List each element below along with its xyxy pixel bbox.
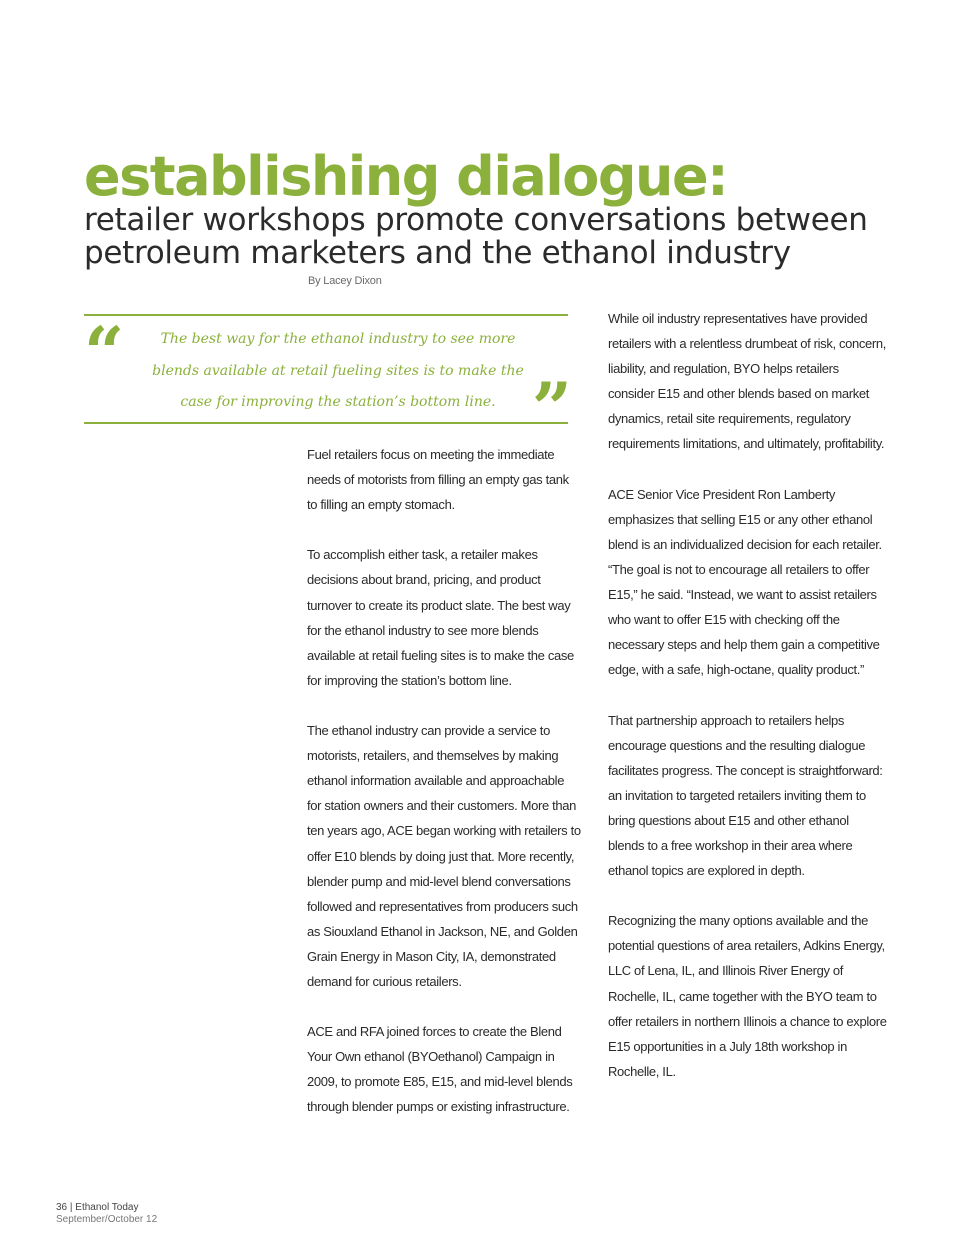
body-paragraph: The ethanol industry can provide a service to motorists, retailers, and themselves by making ethanol information available and approachable for station owners and their customers. More than ten years ago, ACE began working with retailers to offer E10 blends by doing just that. More recently, blender pump and mid-level blend conversations followed and representatives from producers such as Siouxland Ethanol in Jackson, NE, and Golden Grain Energy in Mason City, IA, demonstrated demand for curious retailers. bbox=[307, 723, 581, 989]
pull-quote bbox=[84, 311, 572, 450]
article-subtitle bbox=[84, 204, 924, 270]
subtitle-line: retailer workshops promote conversations between bbox=[84, 202, 868, 238]
footer-separator: | bbox=[69, 1202, 73, 1213]
body-paragraph: While oil industry representatives have provided retailers with a relentless drumbeat of risk, concern, liability, and regulation, BYO helps retailers consider E15 and other blends based on market dynamics, retail site requirements, regulatory requirements limitations, and ultimately, profitability. bbox=[608, 311, 887, 452]
close-quote-icon: ” bbox=[531, 367, 572, 450]
page-number: 36 bbox=[56, 1202, 68, 1213]
article-title: establishing dialogue: bbox=[84, 145, 728, 208]
right-column bbox=[608, 306, 888, 1109]
body-paragraph: To accomplish either task, a retailer makes decisions about brand, pricing, and product turnover to create its product slate. The best way for the ethanol industry to see more blends available at retail fueling sites is to make the case for improving the station’s bottom line. bbox=[307, 547, 574, 688]
body-paragraph: Fuel retailers focus on meeting the immediate needs of motorists from filling an empty gas tank to filling an empty stomach. bbox=[307, 447, 569, 513]
body-paragraph: That partnership approach to retailers helps encourage questions and the resulting dialogue facilitates progress. The concept is straightforward: an invitation to targeted retailers inviting them to bring questions about E15 and other ethanol blends to a free workshop in their area where ethanol topics are explored in depth. bbox=[608, 712, 883, 879]
body-paragraph: ACE and RFA joined forces to create the Blend Your Own ethanol (BYOethanol) Campaign in 2009, to promote E85, E15, and mid-level blends through blender pumps or existing infrastructure. bbox=[307, 1024, 573, 1115]
byline: By Lacey Dixon bbox=[308, 275, 382, 287]
left-column bbox=[307, 442, 581, 1145]
body-paragraph: Recognizing the many options available and the potential questions of area retailers, Adkins Energy, LLC of Lena, IL, and Illinois River Energy of Rochelle, IL, came together with the BYO team to offer retailers in northern Illinois a chance to explore E15 opportunities in a July 18th workshop in Rochelle, IL. bbox=[608, 913, 887, 1079]
body-paragraph: ACE Senior Vice President Ron Lamberty emphasizes that selling E15 or any other ethanol blend is an individualized decision for each retailer. “The goal is not to encourage all retailers to offer E15,” he said. “Instead, we want to assist retailers who want to offer E15 with checking off the necessary steps and help them gain a competitive edge, with a safe, high-octane, quality product.” bbox=[608, 486, 882, 678]
publication-name: Ethanol Today bbox=[75, 1202, 139, 1213]
page-footer bbox=[56, 1202, 157, 1226]
issue-date: September/October 12 bbox=[56, 1214, 158, 1225]
open-quote-icon: “ bbox=[84, 311, 125, 394]
subtitle-line: petroleum marketers and the ethanol industry bbox=[84, 235, 791, 271]
pull-quote-text: The best way for the ethanol industry to see more blends available at retail fueling sites is to make the case for improving the station’s bottom line. bbox=[152, 331, 524, 410]
